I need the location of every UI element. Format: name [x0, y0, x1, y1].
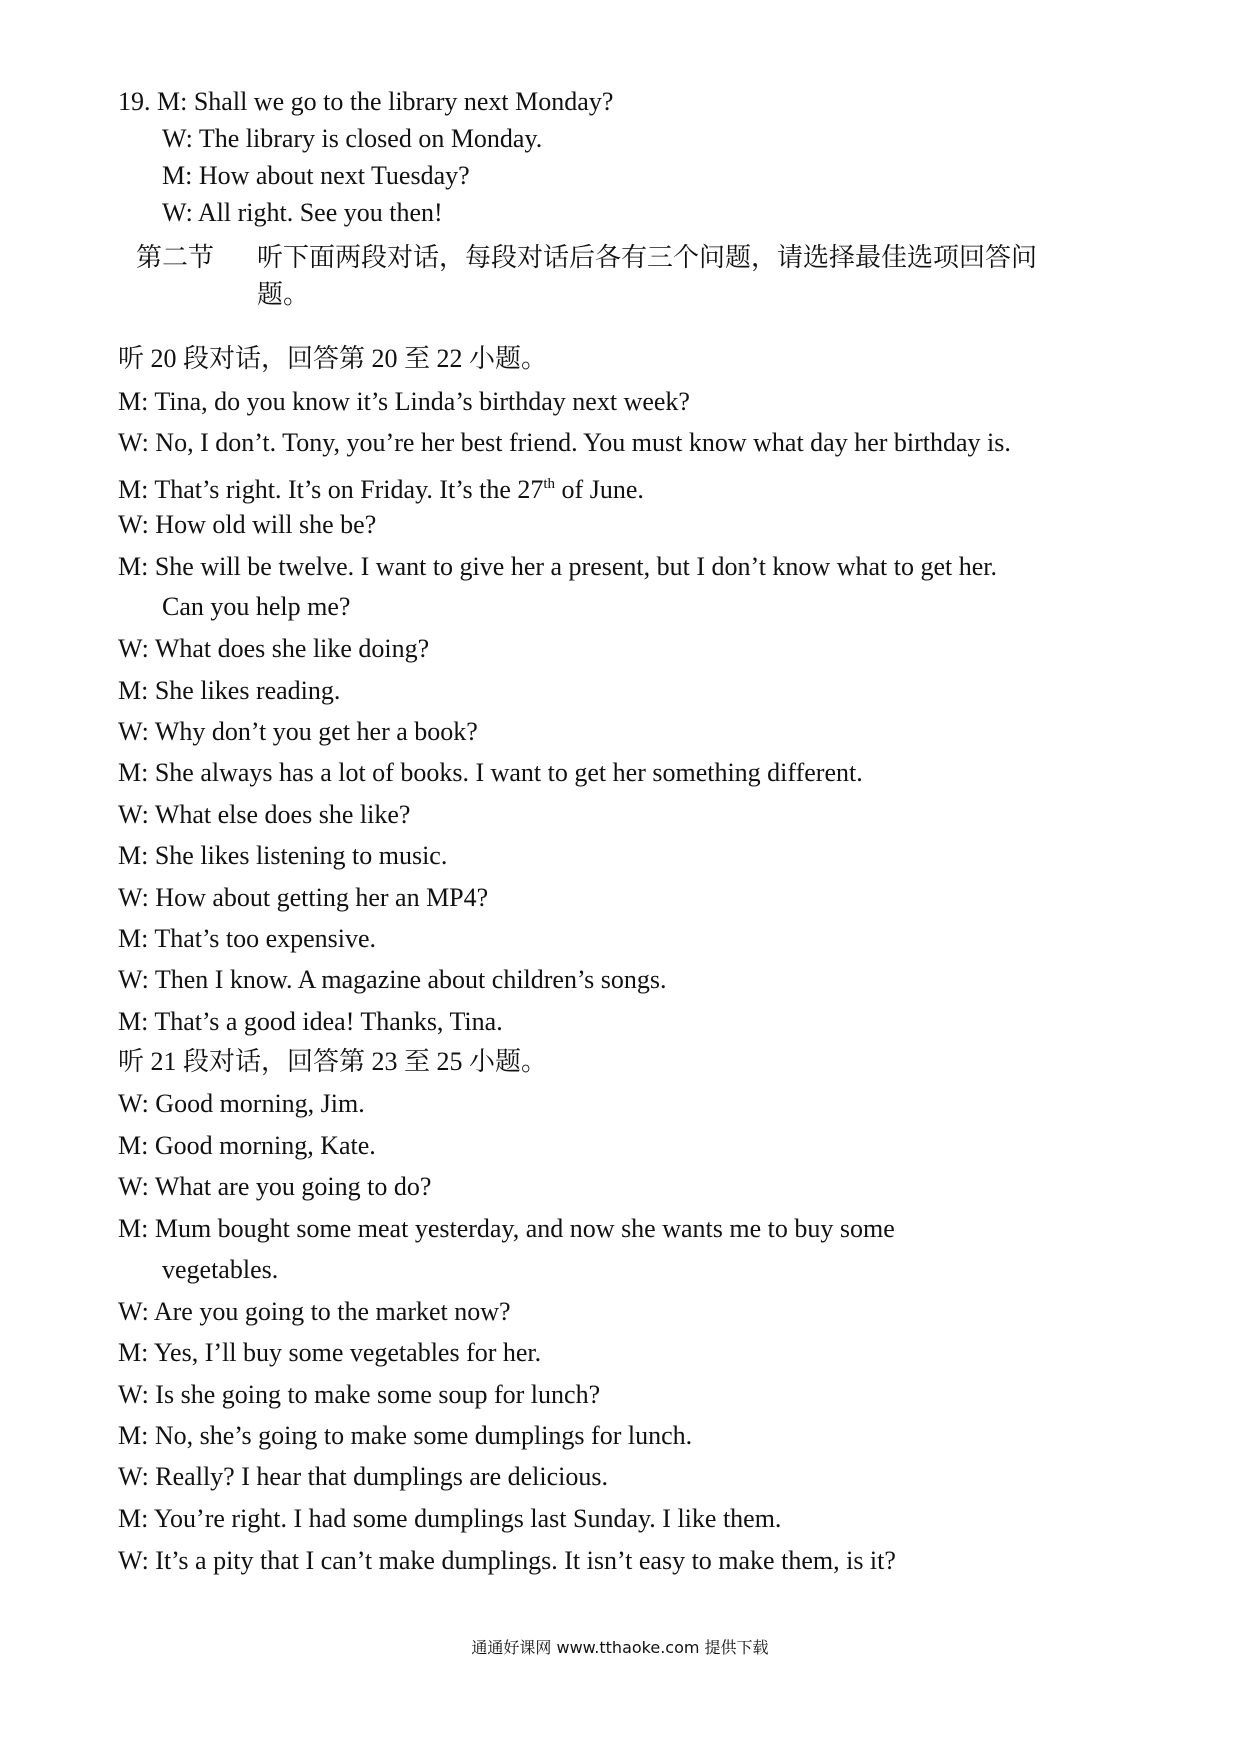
dialogue-line: W: Really? I hear that dumplings are delicious. — [118, 1462, 608, 1491]
section-label: 第二节 — [136, 243, 215, 272]
q19-line: W: All right. See you then! — [162, 198, 443, 227]
dialogue-line: M: You’re right. I had some dumplings last Sunday. I like them. — [118, 1504, 782, 1533]
ordinal-suffix: th — [543, 476, 556, 492]
dialogue-line: W: What does she like doing? — [118, 634, 430, 663]
dialogue-line: M: That’s too expensive. — [118, 924, 377, 953]
dialogue-line: M: Mum bought some meat yesterday, and now she wants me to buy some — [118, 1214, 895, 1243]
dialogue-line: M: She always has a lot of books. I want to get her something different. — [118, 758, 863, 787]
dialogue-line: M: Tina, do you know it’s Linda’s birthday next week? — [118, 387, 690, 416]
section-instruction: 听下面两段对话，每段对话后各有三个问题，请选择最佳选项回答问 — [257, 243, 1038, 272]
dialogue-line-date — [118, 466, 644, 508]
dialogue-line: W: It’s a pity that I can’t make dumplings. It isn’t easy to make them, is it? — [118, 1546, 896, 1575]
date-line-text-end: of June. — [555, 475, 644, 504]
q19-line: 19. M: Shall we go to the library next Monday? — [118, 87, 614, 116]
page-footer: 通通好课网 www.tthaoke.com 提供下载 — [471, 1638, 769, 1657]
dialogue-line-cont: vegetables. — [162, 1255, 279, 1284]
q19-line: M: How about next Tuesday? — [162, 161, 470, 190]
q19-line: W: The library is closed on Monday. — [162, 124, 543, 153]
dialogue-line: M: Good morning, Kate. — [118, 1131, 376, 1160]
dialogue-line: W: No, I don’t. Tony, you’re her best friend. You must know what day her birthday is. — [118, 428, 1011, 457]
dialogue-line: M: That’s a good idea! Thanks, Tina. — [118, 1007, 503, 1036]
dialogue-line: W: Why don’t you get her a book? — [118, 717, 478, 746]
dialogue-line: W: Are you going to the market now? — [118, 1297, 511, 1326]
dialogue-line: M: She likes reading. — [118, 676, 341, 705]
dialogue-line: M: She likes listening to music. — [118, 841, 448, 870]
dialogue-heading: 听 20 段对话，回答第 20 至 22 小题。 — [118, 344, 548, 373]
date-line-text: M: That’s right. It’s on Friday. It’s the 27 — [118, 475, 544, 504]
section-instruction: 题。 — [257, 280, 310, 309]
dialogue-line: W: How old will she be? — [118, 510, 377, 539]
dialogue-heading: 听 21 段对话，回答第 23 至 25 小题。 — [118, 1047, 548, 1076]
dialogue-line: M: No, she’s going to make some dumplings for lunch. — [118, 1421, 693, 1450]
dialogue-line: M: She will be twelve. I want to give her a present, but I don’t know what to get her. — [118, 552, 997, 581]
dialogue-line: W: Is she going to make some soup for lunch? — [118, 1380, 601, 1409]
dialogue-line: W: What else does she like? — [118, 800, 411, 829]
dialogue-line-cont: Can you help me? — [162, 592, 351, 621]
dialogue-line: W: What are you going to do? — [118, 1172, 432, 1201]
dialogue-line: W: Then I know. A magazine about children’s songs. — [118, 965, 667, 994]
dialogue-line: W: How about getting her an MP4? — [118, 883, 489, 912]
dialogue-line: W: Good morning, Jim. — [118, 1089, 365, 1118]
dialogue-line: M: Yes, I’ll buy some vegetables for her. — [118, 1338, 542, 1367]
